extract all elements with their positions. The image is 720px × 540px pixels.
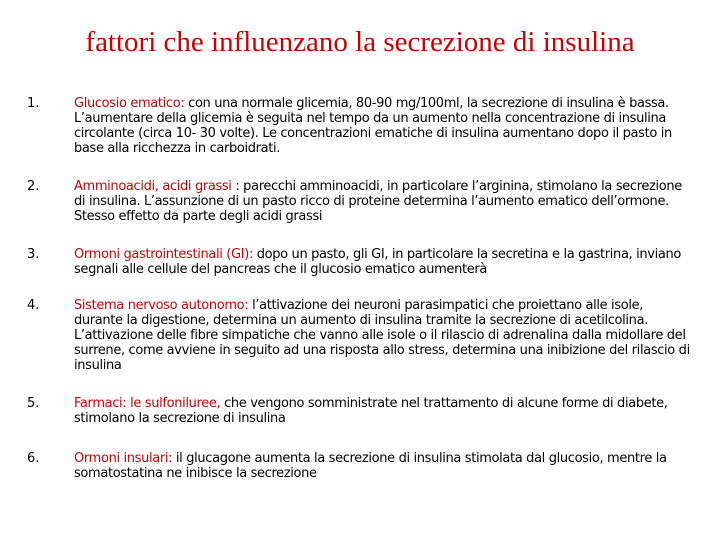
slide-title: fattori che influenzano la secrezione di insulina: [85, 26, 635, 58]
item-label: Ormoni insulari:: [74, 451, 173, 466]
item-description: : parecchi amminoacidi, in particolare l’arginina, stimolano la secrezione di insulina. L’assunzione di un pasto ricco di proteine determina l’aumento ematico dell’ormone. Stesso effetto da parte degli acidi grassi: [74, 179, 682, 224]
item-text: [74, 96, 694, 156]
item-label: Sistema nervoso autonomo:: [74, 298, 249, 313]
item-description: l’attivazione dei neuroni parasimpatici che proiettano alle isole, durante la digestione, determina un aumento di insulina tramite la secrezione di acetilcolina. L’attivazione delle fibre simpatiche che vanno alle isole o il rilascio di adrenalina dalla midollare del surrene, come avviene in seguito ad una risposta allo stress, determina una inibizione del rilascio di insulina: [74, 298, 690, 373]
item-description: il glucagone aumenta la secrezione di insulina stimolata dal glucosio, mentre la somatostatina ne inibisce la secrezione: [74, 451, 667, 481]
item-text: [74, 451, 694, 481]
item-number: 2.: [27, 179, 40, 194]
item-number: 3.: [27, 247, 40, 262]
item-label: Amminoacidi, acidi grassi: [74, 179, 232, 194]
item-label: Ormoni gastrointestinali (GI):: [74, 247, 253, 262]
item-description: con una normale glicemia, 80-90 mg/100ml, la secrezione di insulina è bassa. L’aumentare della glicemia è seguita nel tempo da un aumento nella concentrazione di insulina circolante (circa 10- 30 volte). Le concentrazioni ematiche di insulina aumentano dopo il pasto in base alla ricchezza in carboidrati.: [74, 96, 672, 156]
item-label: Glucosio ematico:: [74, 96, 185, 111]
item-number: 6.: [27, 451, 40, 466]
item-text: [74, 396, 694, 426]
item-number: 5.: [27, 396, 40, 411]
item-number: 1.: [27, 96, 40, 111]
item-text: [74, 298, 694, 373]
item-text: [74, 179, 694, 224]
item-description: che vengono somministrate nel trattamento di alcune forme di diabete, stimolano la secrezione di insulina: [74, 396, 668, 426]
item-label: Farmaci: le sulfoniluree,: [74, 396, 221, 411]
item-text: [74, 247, 694, 277]
item-description: dopo un pasto, gli GI, in particolare la secretina e la gastrina, inviano segnali alle cellule del pancreas che il glucosio ematico aumenterà: [74, 247, 681, 277]
item-number: 4.: [27, 298, 40, 313]
